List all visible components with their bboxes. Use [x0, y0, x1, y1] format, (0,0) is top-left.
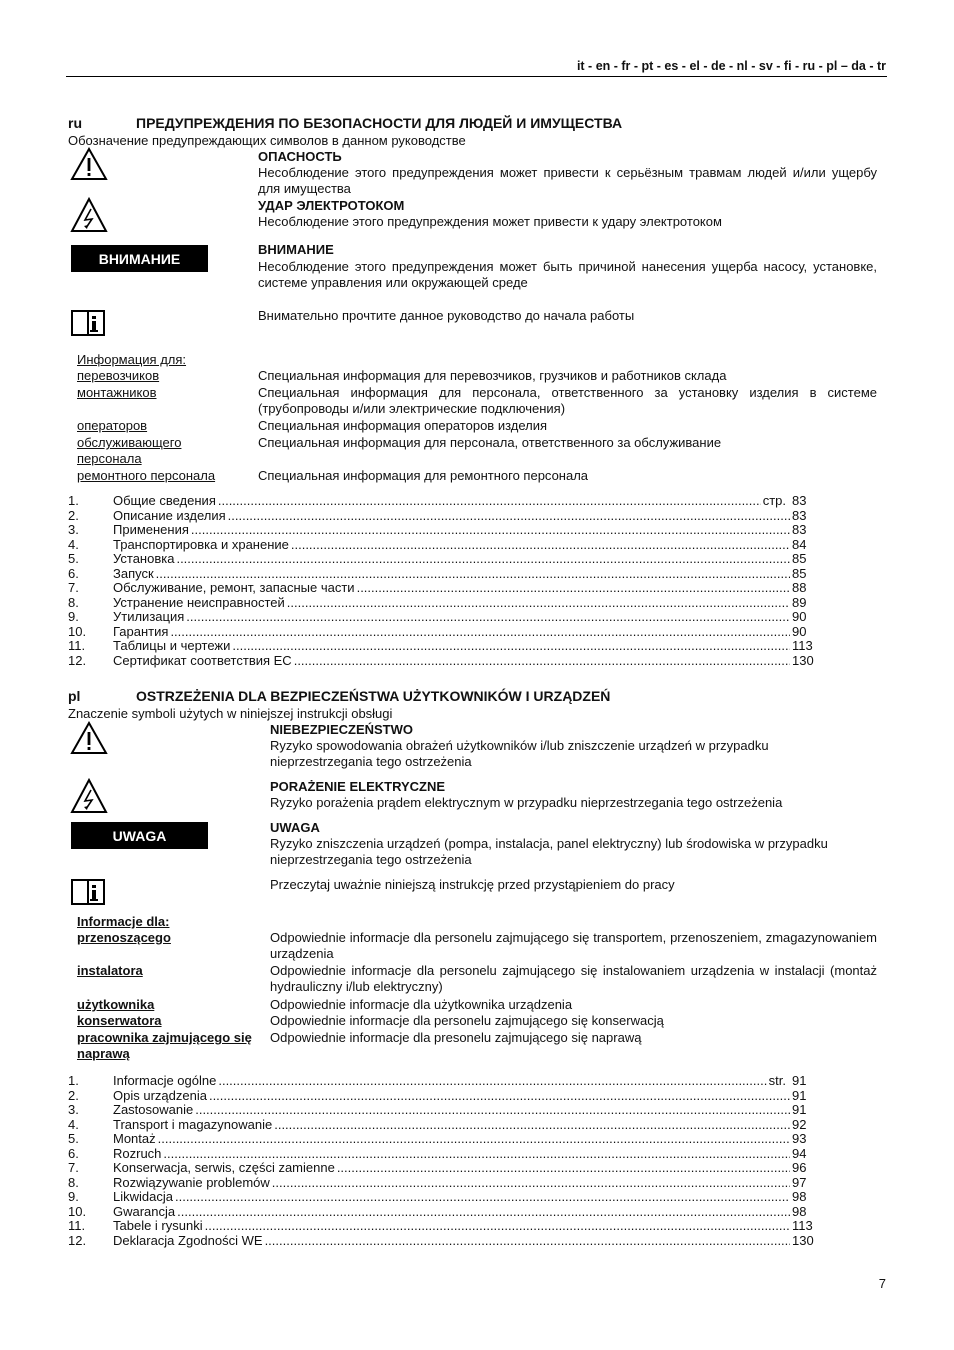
language-list: it - en - fr - pt - es - el - de - nl - sv - fi - ru - pl – da - tr — [576, 59, 886, 73]
ru-info-who: монтажников — [77, 385, 157, 400]
toc-row — [68, 1147, 820, 1162]
toc-leader-dots — [274, 1118, 790, 1133]
toc-page-number: 113 — [792, 1218, 813, 1233]
pl-section-title: OSTRZEŻENIA DLA BEZPIECZEŃSTWA UŻYTKOWNIKÓW I URZĄDZEŃ — [136, 688, 611, 704]
toc-title: Zastosowanie — [113, 1102, 194, 1117]
toc-title: Transport i magazynowanie — [113, 1116, 273, 1132]
toc-leader-dots — [205, 1219, 790, 1234]
toc-page-number: 85 — [792, 565, 807, 581]
ru-info-who: перевозчиков — [77, 368, 160, 383]
ru-read-manual-text: Внимательно прочтите данное руководство до начала работы — [258, 308, 635, 323]
toc-leader-dots — [272, 1176, 790, 1191]
toc-row — [68, 509, 820, 524]
ru-warning-text: Несоблюдение этого предупреждения может быть причиной нанесения ущерба насосу, установке, системе управления или окружающей среде — [258, 259, 877, 291]
toc-number: 12. — [68, 1232, 87, 1248]
toc-page-prefix: стр. — [762, 493, 786, 508]
toc-row — [68, 654, 820, 669]
toc-number: 7. — [68, 580, 79, 595]
toc-row — [68, 581, 820, 596]
toc-page-number: 130 — [792, 652, 814, 668]
ru-shock-title: УДАР ЭЛЕКТРОТОКОМ — [258, 198, 405, 213]
toc-page-number: 88 — [792, 580, 807, 595]
toc-leader-dots — [163, 1147, 790, 1162]
toc-row — [68, 1161, 820, 1176]
pl-shock-text: Ryzyko porażenia prądem elektrycznym w przypadku nieprzestrzegania tego ostrzeżenia — [270, 795, 783, 810]
toc-row — [68, 596, 820, 611]
toc-leader-dots — [175, 1190, 790, 1205]
ru-danger-text: Несоблюдение этого предупреждения может привести к серьёзным травмам людей и/или ущербу для имущества — [258, 165, 877, 197]
toc-title: Утилизация — [113, 609, 185, 624]
toc-page-number: 130 — [792, 1232, 814, 1248]
ru-shock-text: Несоблюдение этого предупреждения может привести к удару электротоком — [258, 214, 722, 229]
pl-warning-badge: UWAGA — [71, 822, 208, 849]
toc-page-number: 85 — [792, 551, 807, 566]
toc-page-number: 84 — [792, 536, 807, 552]
toc-page-number: 91 — [792, 1073, 807, 1088]
pl-read-manual-text: Przeczytaj uważnie niniejszą instrukcję przed przystąpieniem do pracy — [270, 877, 675, 892]
ru-warning-title: ВНИМАНИЕ — [258, 242, 334, 257]
toc-title: Rozwiązywanie problemów — [113, 1174, 270, 1190]
toc-leader-dots — [170, 625, 790, 640]
toc-row — [68, 639, 820, 654]
toc-number: 6. — [68, 1145, 79, 1161]
toc-title: Informacje ogólne — [113, 1073, 217, 1088]
toc-number: 2. — [68, 1087, 79, 1103]
toc-number: 2. — [68, 507, 79, 523]
toc-title: Гарантия — [113, 623, 169, 639]
ru-danger-title: ОПАСНОСТЬ — [258, 149, 342, 164]
toc-leader-dots — [186, 610, 790, 625]
toc-page-number: 94 — [792, 1145, 807, 1161]
toc-title: Обслуживание, ремонт, запасные части — [113, 580, 355, 595]
toc-page-number: 113 — [792, 638, 813, 653]
toc-leader-dots — [291, 538, 790, 553]
toc-number: 1. — [68, 1073, 79, 1088]
toc-number: 11. — [68, 638, 86, 653]
toc-leader-dots — [218, 1074, 766, 1089]
pl-warning-text: Ryzyko zniszczenia urządzeń (pompa, instalacja, panel elektryczny) lub środowiska w przypadku nieprzestrzegania tego ostrzeżenia — [270, 836, 828, 868]
ru-subtitle: Обозначение предупреждающих символов в данном руководстве — [68, 133, 466, 148]
toc-leader-dots — [177, 1205, 790, 1220]
toc-number: 4. — [68, 1116, 79, 1132]
toc-page-number: 89 — [792, 594, 807, 610]
pl-info-who: pracownika zajmującego się naprawą — [77, 1030, 252, 1062]
toc-row — [68, 610, 820, 625]
toc-page-number: 83 — [792, 507, 807, 523]
pl-info-text: Odpowiednie informacje dla personelu zajmującego się instalowaniem urządzenia w instalacji (montaż hydrauliczny i/lub elektryczny) — [270, 963, 877, 995]
toc-title: Likwidacja — [113, 1189, 173, 1204]
ru-info-who: ремонтного персонала — [77, 468, 216, 483]
toc-page-number: 96 — [792, 1160, 807, 1175]
pl-info-text: Odpowiednie informacje dla personelu zajmującego się transportem, przenoszeniem, zmagazynowaniem urządzenia — [270, 930, 877, 962]
toc-page-number: 97 — [792, 1174, 807, 1190]
toc-number: 10. — [68, 1203, 87, 1219]
toc-row — [68, 538, 820, 553]
toc-number: 5. — [68, 551, 79, 566]
toc-number: 12. — [68, 652, 87, 668]
header-rule — [66, 76, 887, 77]
pl-danger-text: Ryzyko spowodowania obrażeń użytkowników i/lub zniszczenie urządzeń w przypadku nieprzestrzegania tego ostrzeżenia — [270, 738, 769, 770]
toc-number: 8. — [68, 1174, 79, 1190]
pl-info-who: przenoszącego — [77, 930, 171, 945]
toc-number: 9. — [68, 1189, 79, 1204]
pl-info-text: Odpowiednie informacje dla presonelu zajmującego się naprawą — [270, 1030, 642, 1045]
toc-number: 3. — [68, 522, 79, 537]
toc-number: 4. — [68, 536, 79, 552]
ru-info-label: Информация для: — [77, 352, 187, 367]
pl-info-who: instalatora — [77, 963, 143, 978]
pl-subtitle: Znaczenie symboli użytych w niniejszej instrukcji obsługi — [68, 706, 393, 721]
toc-leader-dots — [218, 494, 761, 509]
toc-leader-dots — [337, 1161, 790, 1176]
toc-number: 11. — [68, 1218, 86, 1233]
toc-page-number: 98 — [792, 1189, 807, 1204]
page-number: 7 — [878, 1276, 886, 1291]
toc-title: Opis urządzenia — [113, 1087, 207, 1103]
toc-number: 3. — [68, 1102, 79, 1117]
read-manual-icon — [70, 876, 106, 906]
electric-shock-icon — [70, 778, 108, 814]
toc-row — [68, 1103, 820, 1118]
danger-warning-icon — [70, 721, 108, 755]
toc-leader-dots — [176, 552, 790, 567]
electric-shock-icon — [70, 197, 108, 233]
toc-page-number: 83 — [792, 522, 807, 537]
pl-info-who: użytkownika — [77, 997, 155, 1012]
toc-page-number: 90 — [792, 623, 807, 639]
toc-row — [68, 1074, 820, 1089]
toc-row — [68, 1118, 820, 1133]
pl-info-text: Odpowiednie informacje dla użytkownika urządzenia — [270, 997, 573, 1012]
toc-leader-dots — [265, 1234, 790, 1249]
toc-title: Gwarancja — [113, 1203, 176, 1219]
toc-number: 5. — [68, 1131, 79, 1146]
toc-title: Описание изделия — [113, 507, 226, 523]
toc-title: Общие сведения — [113, 493, 216, 508]
toc-title: Montaż — [113, 1131, 156, 1146]
toc-title: Установка — [113, 551, 175, 566]
toc-row — [68, 1190, 820, 1205]
toc-number: 6. — [68, 565, 79, 581]
toc-leader-dots — [156, 567, 790, 582]
toc-row — [68, 552, 820, 567]
ru-lang-code: ru — [68, 115, 82, 131]
toc-title: Запуск — [113, 565, 154, 581]
toc-number: 8. — [68, 594, 79, 610]
toc-title: Tabele i rysunki — [113, 1218, 203, 1233]
toc-row — [68, 567, 820, 582]
danger-warning-icon — [70, 147, 108, 181]
toc-leader-dots — [294, 654, 790, 669]
pl-danger-title: NIEBEZPIECZEŃSTWO — [270, 722, 414, 737]
toc-number: 7. — [68, 1160, 79, 1175]
toc-leader-dots — [158, 1132, 790, 1147]
toc-page-number: 93 — [792, 1131, 807, 1146]
toc-row — [68, 1089, 820, 1104]
toc-title: Таблицы и чертежи — [113, 638, 231, 653]
toc-title: Устранение неисправностей — [113, 594, 285, 610]
ru-info-who: операторов — [77, 418, 148, 433]
ru-info-text: Специальная информация для перевозчиков, грузчиков и работников склада — [258, 368, 727, 383]
ru-info-text: Специальная информация для персонала, ответственного за установку изделия в системе (трубопроводы и/или электрические подключения) — [258, 385, 877, 417]
toc-title: Транспортировка и хранение — [113, 536, 289, 552]
toc-number: 10. — [68, 623, 87, 639]
pl-info-label: Informacje dla: — [77, 914, 170, 929]
toc-leader-dots — [195, 1103, 790, 1118]
toc-leader-dots — [287, 596, 790, 611]
toc-page-number: 83 — [792, 493, 807, 508]
toc-row — [68, 625, 820, 640]
toc-page-number: 98 — [792, 1203, 807, 1219]
toc-leader-dots — [209, 1089, 790, 1104]
toc-title: Deklaracja Zgodności WE — [113, 1232, 263, 1248]
toc-title: Применения — [113, 522, 189, 537]
toc-title: Сертификат соответствия ЕС — [113, 652, 292, 668]
toc-row — [68, 1205, 820, 1220]
read-manual-icon — [70, 307, 106, 337]
toc-row — [68, 494, 820, 509]
toc-page-prefix: str. — [768, 1073, 786, 1088]
toc-page-number: 91 — [792, 1102, 807, 1117]
toc-leader-dots — [228, 509, 790, 524]
toc-page-number: 92 — [792, 1116, 807, 1132]
pl-warning-title: UWAGA — [270, 820, 320, 835]
toc-row — [68, 1219, 820, 1234]
toc-row — [68, 1234, 820, 1249]
ru-info-text: Специальная информация для персонала, ответственного за обслуживание — [258, 435, 722, 450]
toc-row — [68, 1132, 820, 1147]
ru-info-text: Специальная информация операторов изделия — [258, 418, 548, 433]
toc-row — [68, 1176, 820, 1191]
toc-number: 1. — [68, 493, 79, 508]
toc-leader-dots — [357, 581, 790, 596]
toc-number: 9. — [68, 609, 79, 624]
toc-leader-dots — [232, 639, 790, 654]
ru-warning-badge: ВНИМАНИЕ — [71, 245, 208, 272]
toc-page-number: 91 — [792, 1087, 807, 1103]
ru-section-title: ПРЕДУПРЕЖДЕНИЯ ПО БЕЗОПАСНОСТИ ДЛЯ ЛЮДЕЙ И ИМУЩЕСТВА — [136, 115, 623, 131]
toc-title: Rozruch — [113, 1145, 162, 1161]
toc-leader-dots — [191, 523, 790, 538]
ru-info-text: Специальная информация для ремонтного персонала — [258, 468, 589, 483]
toc-page-number: 90 — [792, 609, 807, 624]
toc-row — [68, 523, 820, 538]
toc-title: Konserwacja, serwis, części zamienne — [113, 1160, 335, 1175]
ru-info-who: обслуживающего персонала — [77, 435, 182, 467]
pl-info-who: konserwatora — [77, 1013, 162, 1028]
pl-shock-title: PORAŻENIE ELEKTRYCZNE — [270, 779, 446, 794]
pl-info-text: Odpowiednie informacje dla personelu zajmującego się konserwacją — [270, 1013, 664, 1028]
pl-lang-code: pl — [68, 688, 81, 704]
